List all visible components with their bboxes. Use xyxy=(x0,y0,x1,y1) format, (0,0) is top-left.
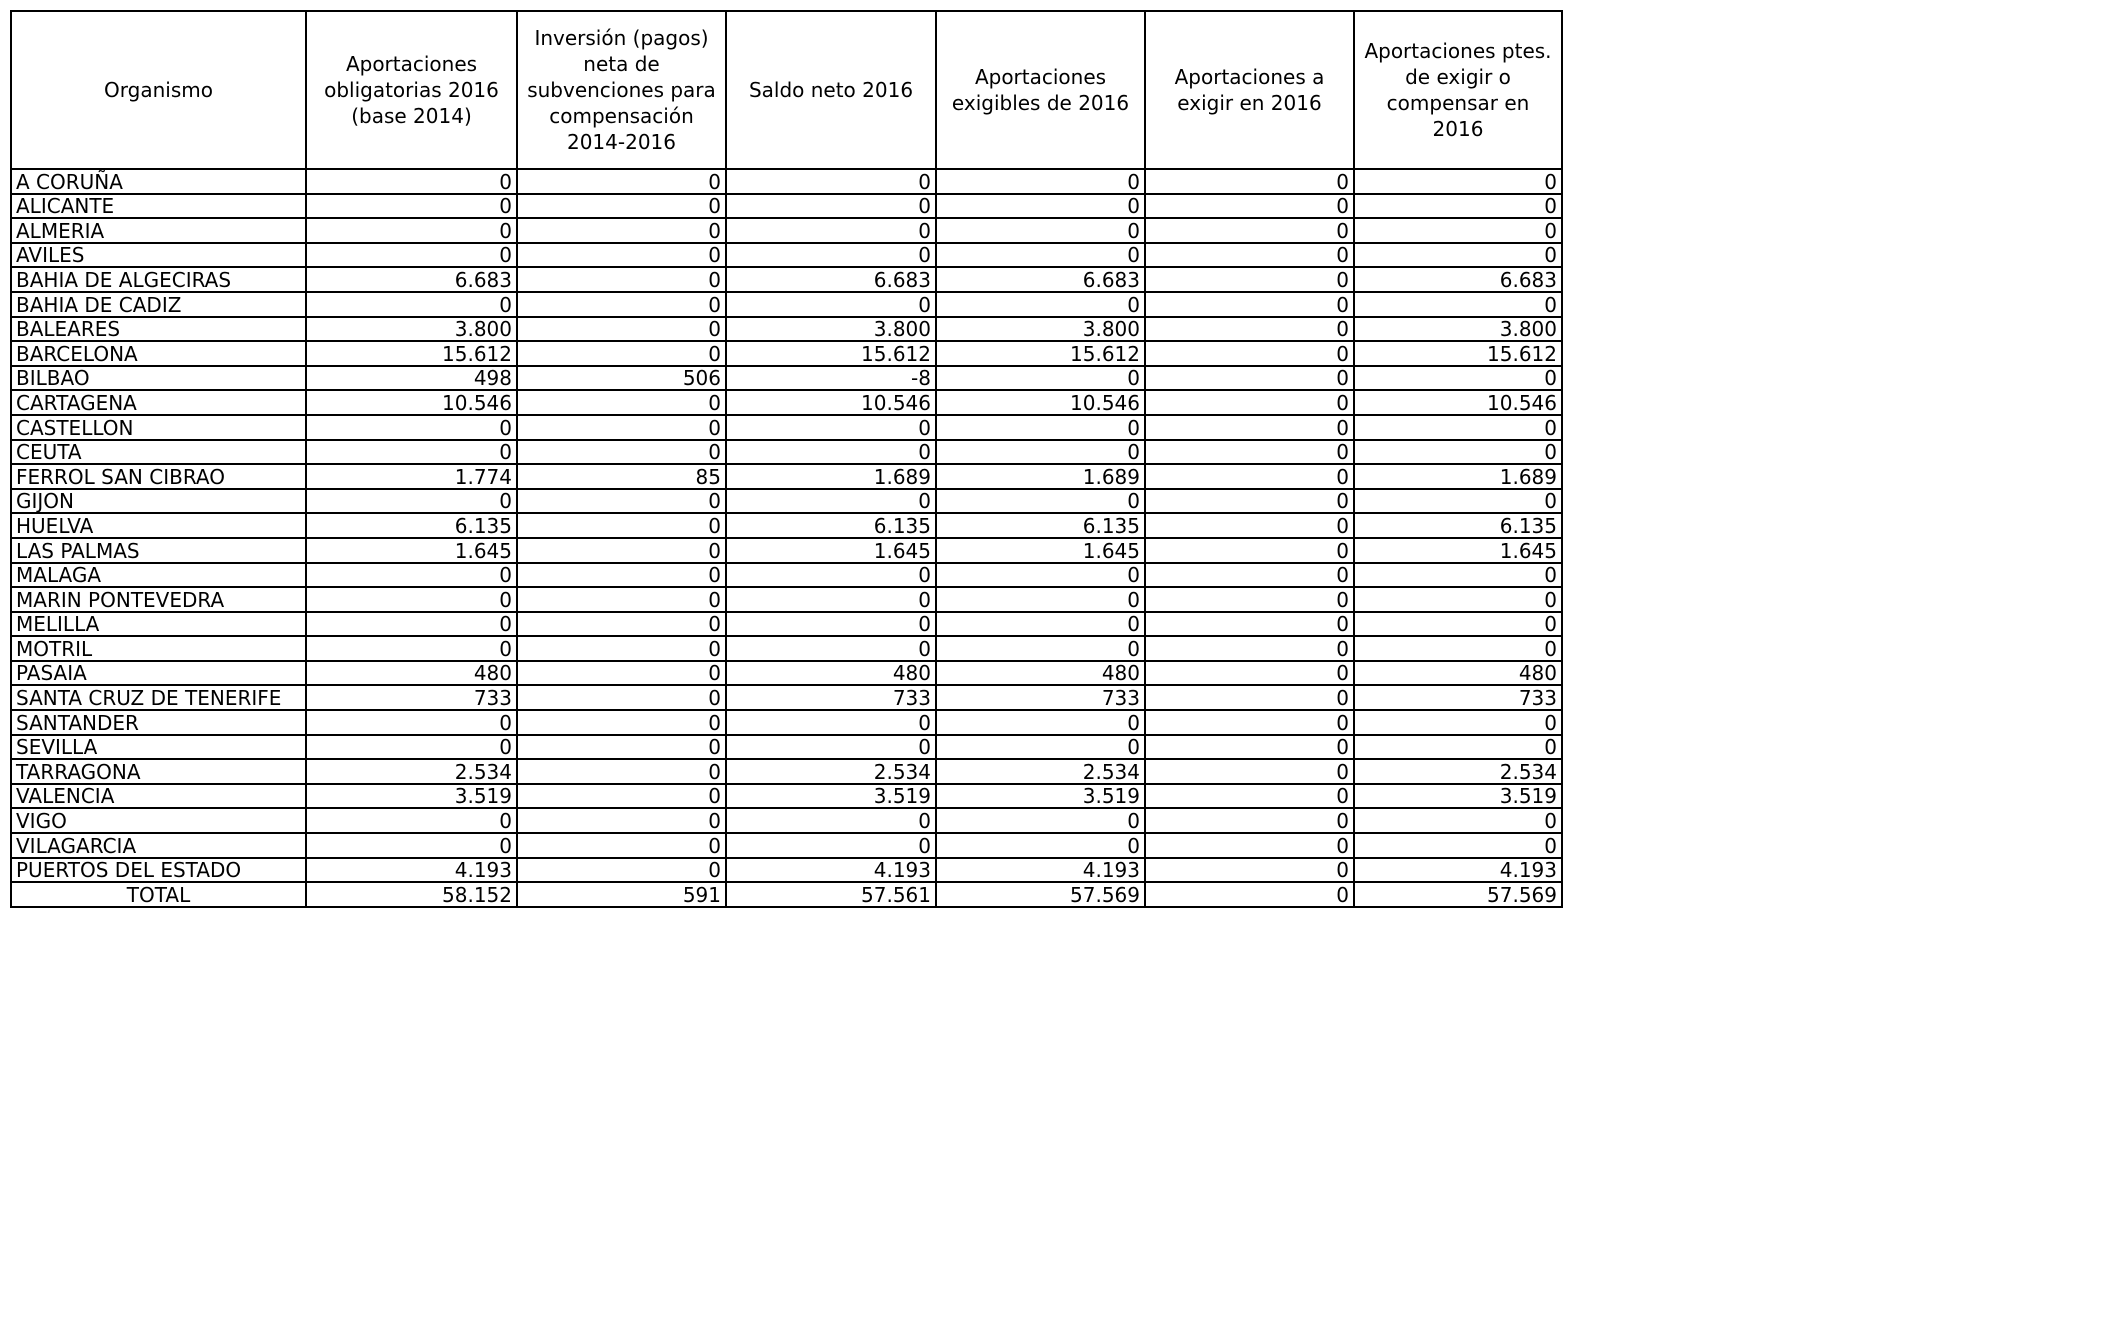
value-cell: 0 xyxy=(936,440,1145,465)
value-cell: 1.645 xyxy=(1354,538,1562,563)
organismo-cell: CEUTA xyxy=(11,440,306,465)
value-cell: 4.193 xyxy=(1354,858,1562,883)
value-cell: 0 xyxy=(1354,415,1562,440)
value-cell: 0 xyxy=(517,243,726,268)
value-cell: 0 xyxy=(306,612,517,637)
table-row xyxy=(11,735,1562,760)
table-row xyxy=(11,169,1562,194)
table-row xyxy=(11,415,1562,440)
organismo-cell: VILAGARCIA xyxy=(11,833,306,858)
value-cell: 6.683 xyxy=(1354,267,1562,292)
value-cell: 0 xyxy=(517,661,726,686)
table-row xyxy=(11,317,1562,342)
value-cell: 0 xyxy=(517,218,726,243)
value-cell: 0 xyxy=(306,710,517,735)
table-row xyxy=(11,587,1562,612)
value-cell: 0 xyxy=(517,267,726,292)
value-cell: 0 xyxy=(1145,612,1354,637)
value-cell: 480 xyxy=(936,661,1145,686)
header-aportaciones-pendientes: Aportaciones ptes. de exigir o compensar en 2016 xyxy=(1354,11,1562,169)
organismo-cell: GIJON xyxy=(11,489,306,514)
organismo-cell: MOTRIL xyxy=(11,636,306,661)
value-cell: 58.152 xyxy=(306,882,517,907)
value-cell: 0 xyxy=(726,612,936,637)
table-row xyxy=(11,636,1562,661)
table-row xyxy=(11,489,1562,514)
value-cell: 0 xyxy=(306,489,517,514)
value-cell: 733 xyxy=(1354,685,1562,710)
value-cell: 0 xyxy=(936,218,1145,243)
header-inversion-neta: Inversión (pagos) neta de subvenciones para compensación 2014-2016 xyxy=(517,11,726,169)
value-cell: 10.546 xyxy=(1354,390,1562,415)
document-page xyxy=(10,10,1563,908)
value-cell: 0 xyxy=(1145,513,1354,538)
value-cell: 0 xyxy=(936,808,1145,833)
organismo-cell: BAHIA DE ALGECIRAS xyxy=(11,267,306,292)
organismo-cell: HUELVA xyxy=(11,513,306,538)
table-row xyxy=(11,243,1562,268)
value-cell: 0 xyxy=(936,563,1145,588)
value-cell: 0 xyxy=(517,538,726,563)
organismo-cell: TARRAGONA xyxy=(11,759,306,784)
value-cell: 0 xyxy=(726,243,936,268)
value-cell: 0 xyxy=(726,489,936,514)
value-cell: 57.561 xyxy=(726,882,936,907)
table-row xyxy=(11,612,1562,637)
organismo-cell: BARCELONA xyxy=(11,341,306,366)
value-cell: 2.534 xyxy=(306,759,517,784)
value-cell: 4.193 xyxy=(936,858,1145,883)
value-cell: 0 xyxy=(1145,685,1354,710)
table-row xyxy=(11,808,1562,833)
value-cell: 3.519 xyxy=(726,784,936,809)
value-cell: 0 xyxy=(936,292,1145,317)
header-row xyxy=(11,11,1562,169)
value-cell: 1.689 xyxy=(936,464,1145,489)
value-cell: 733 xyxy=(936,685,1145,710)
value-cell: 506 xyxy=(517,366,726,391)
value-cell: 0 xyxy=(1354,808,1562,833)
organismo-cell: ALMERIA xyxy=(11,218,306,243)
header-aportaciones-exigibles: Aportaciones exigibles de 2016 xyxy=(936,11,1145,169)
header-saldo-neto: Saldo neto 2016 xyxy=(726,11,936,169)
value-cell: 0 xyxy=(517,513,726,538)
value-cell: 2.534 xyxy=(936,759,1145,784)
value-cell: 0 xyxy=(517,489,726,514)
value-cell: 57.569 xyxy=(936,882,1145,907)
value-cell: 0 xyxy=(517,563,726,588)
value-cell: 0 xyxy=(1145,808,1354,833)
value-cell: 0 xyxy=(936,243,1145,268)
organismo-cell: BILBAO xyxy=(11,366,306,391)
value-cell: 0 xyxy=(1145,661,1354,686)
value-cell: 0 xyxy=(306,415,517,440)
value-cell: 0 xyxy=(306,194,517,219)
table-row xyxy=(11,685,1562,710)
value-cell: 0 xyxy=(1145,587,1354,612)
value-cell: 4.193 xyxy=(306,858,517,883)
value-cell: 4.193 xyxy=(726,858,936,883)
organismo-cell: SEVILLA xyxy=(11,735,306,760)
value-cell: 0 xyxy=(306,169,517,194)
value-cell: 0 xyxy=(306,440,517,465)
value-cell: 733 xyxy=(306,685,517,710)
table-row xyxy=(11,267,1562,292)
table-row xyxy=(11,710,1562,735)
value-cell: 480 xyxy=(306,661,517,686)
table-row xyxy=(11,366,1562,391)
value-cell: 0 xyxy=(726,218,936,243)
value-cell: 0 xyxy=(517,169,726,194)
value-cell: 0 xyxy=(1354,833,1562,858)
value-cell: 0 xyxy=(1145,366,1354,391)
value-cell: 0 xyxy=(726,194,936,219)
value-cell: 1.645 xyxy=(306,538,517,563)
value-cell: 0 xyxy=(936,415,1145,440)
value-cell: 3.519 xyxy=(306,784,517,809)
value-cell: 0 xyxy=(936,169,1145,194)
value-cell: 0 xyxy=(1145,169,1354,194)
value-cell: 3.519 xyxy=(936,784,1145,809)
organismo-cell: FERROL SAN CIBRAO xyxy=(11,464,306,489)
value-cell: 0 xyxy=(306,636,517,661)
value-cell: 10.546 xyxy=(936,390,1145,415)
header-aportaciones-a-exigir: Aportaciones a exigir en 2016 xyxy=(1145,11,1354,169)
value-cell: 0 xyxy=(1145,784,1354,809)
value-cell: 0 xyxy=(1354,489,1562,514)
value-cell: 1.645 xyxy=(726,538,936,563)
organismo-cell: CARTAGENA xyxy=(11,390,306,415)
value-cell: 0 xyxy=(726,415,936,440)
value-cell: 0 xyxy=(1145,735,1354,760)
total-row xyxy=(11,882,1562,907)
table-row xyxy=(11,513,1562,538)
value-cell: 0 xyxy=(517,317,726,342)
value-cell: 0 xyxy=(306,808,517,833)
value-cell: -8 xyxy=(726,366,936,391)
value-cell: 0 xyxy=(1145,858,1354,883)
value-cell: 1.774 xyxy=(306,464,517,489)
value-cell: 0 xyxy=(517,415,726,440)
value-cell: 0 xyxy=(936,710,1145,735)
value-cell: 0 xyxy=(1145,882,1354,907)
value-cell: 0 xyxy=(936,489,1145,514)
value-cell: 0 xyxy=(1145,243,1354,268)
organismo-cell: MARIN PONTEVEDRA xyxy=(11,587,306,612)
value-cell: 0 xyxy=(1145,267,1354,292)
value-cell: 1.689 xyxy=(1354,464,1562,489)
value-cell: 0 xyxy=(726,710,936,735)
value-cell: 0 xyxy=(726,563,936,588)
organismo-cell: TOTAL xyxy=(11,882,306,907)
value-cell: 2.534 xyxy=(1354,759,1562,784)
table-row xyxy=(11,292,1562,317)
table-body xyxy=(11,169,1562,907)
organismo-cell: SANTANDER xyxy=(11,710,306,735)
value-cell: 1.689 xyxy=(726,464,936,489)
value-cell: 3.800 xyxy=(936,317,1145,342)
organismo-cell: VIGO xyxy=(11,808,306,833)
value-cell: 498 xyxy=(306,366,517,391)
organismo-cell: MALAGA xyxy=(11,563,306,588)
value-cell: 0 xyxy=(726,808,936,833)
value-cell: 0 xyxy=(517,292,726,317)
value-cell: 0 xyxy=(726,292,936,317)
value-cell: 85 xyxy=(517,464,726,489)
value-cell: 6.135 xyxy=(936,513,1145,538)
value-cell: 0 xyxy=(517,685,726,710)
header-organismo: Organismo xyxy=(11,11,306,169)
value-cell: 3.800 xyxy=(306,317,517,342)
table-row xyxy=(11,759,1562,784)
table-row xyxy=(11,784,1562,809)
table-row xyxy=(11,218,1562,243)
value-cell: 0 xyxy=(1354,366,1562,391)
value-cell: 480 xyxy=(1354,661,1562,686)
value-cell: 0 xyxy=(517,784,726,809)
value-cell: 0 xyxy=(1354,587,1562,612)
value-cell: 0 xyxy=(1354,563,1562,588)
value-cell: 0 xyxy=(726,833,936,858)
value-cell: 0 xyxy=(517,612,726,637)
value-cell: 0 xyxy=(1354,169,1562,194)
value-cell: 3.519 xyxy=(1354,784,1562,809)
value-cell: 0 xyxy=(1145,341,1354,366)
value-cell: 0 xyxy=(517,735,726,760)
value-cell: 0 xyxy=(936,587,1145,612)
value-cell: 0 xyxy=(1145,317,1354,342)
value-cell: 0 xyxy=(1145,710,1354,735)
value-cell: 0 xyxy=(517,808,726,833)
value-cell: 6.683 xyxy=(306,267,517,292)
value-cell: 0 xyxy=(1354,243,1562,268)
value-cell: 6.135 xyxy=(1354,513,1562,538)
value-cell: 0 xyxy=(1354,612,1562,637)
value-cell: 10.546 xyxy=(726,390,936,415)
value-cell: 0 xyxy=(1354,735,1562,760)
organismo-cell: CASTELLON xyxy=(11,415,306,440)
value-cell: 0 xyxy=(1145,415,1354,440)
organismo-cell: MELILLA xyxy=(11,612,306,637)
value-cell: 0 xyxy=(936,194,1145,219)
table-row xyxy=(11,194,1562,219)
value-cell: 1.645 xyxy=(936,538,1145,563)
table-row xyxy=(11,538,1562,563)
value-cell: 57.569 xyxy=(1354,882,1562,907)
value-cell: 480 xyxy=(726,661,936,686)
value-cell: 0 xyxy=(1354,636,1562,661)
value-cell: 0 xyxy=(517,390,726,415)
value-cell: 0 xyxy=(726,735,936,760)
value-cell: 0 xyxy=(726,169,936,194)
header-aportaciones-obligatorias: Aportaciones obligatorias 2016 (base 2014) xyxy=(306,11,517,169)
value-cell: 6.683 xyxy=(726,267,936,292)
value-cell: 15.612 xyxy=(1354,341,1562,366)
value-cell: 0 xyxy=(1145,538,1354,563)
value-cell: 0 xyxy=(1354,440,1562,465)
value-cell: 0 xyxy=(306,833,517,858)
value-cell: 0 xyxy=(1354,194,1562,219)
value-cell: 0 xyxy=(1145,194,1354,219)
value-cell: 733 xyxy=(726,685,936,710)
value-cell: 0 xyxy=(936,735,1145,760)
value-cell: 0 xyxy=(1145,563,1354,588)
value-cell: 0 xyxy=(517,587,726,612)
value-cell: 2.534 xyxy=(726,759,936,784)
value-cell: 0 xyxy=(517,440,726,465)
value-cell: 0 xyxy=(1354,710,1562,735)
value-cell: 0 xyxy=(1145,833,1354,858)
value-cell: 0 xyxy=(936,833,1145,858)
value-cell: 0 xyxy=(517,636,726,661)
organismo-cell: BAHIA DE CADIZ xyxy=(11,292,306,317)
value-cell: 6.135 xyxy=(306,513,517,538)
contributions-table xyxy=(10,10,1563,908)
value-cell: 0 xyxy=(1145,218,1354,243)
organismo-cell: A CORUÑA xyxy=(11,169,306,194)
table-row xyxy=(11,661,1562,686)
value-cell: 0 xyxy=(1145,464,1354,489)
value-cell: 0 xyxy=(306,563,517,588)
value-cell: 0 xyxy=(726,587,936,612)
value-cell: 0 xyxy=(517,341,726,366)
organismo-cell: LAS PALMAS xyxy=(11,538,306,563)
value-cell: 0 xyxy=(306,243,517,268)
value-cell: 3.800 xyxy=(1354,317,1562,342)
value-cell: 0 xyxy=(1354,292,1562,317)
value-cell: 0 xyxy=(1145,489,1354,514)
value-cell: 15.612 xyxy=(936,341,1145,366)
value-cell: 0 xyxy=(306,587,517,612)
organismo-cell: VALENCIA xyxy=(11,784,306,809)
value-cell: 0 xyxy=(1145,636,1354,661)
value-cell: 0 xyxy=(306,292,517,317)
organismo-cell: SANTA CRUZ DE TENERIFE xyxy=(11,685,306,710)
value-cell: 0 xyxy=(936,366,1145,391)
table-row xyxy=(11,440,1562,465)
value-cell: 3.800 xyxy=(726,317,936,342)
value-cell: 591 xyxy=(517,882,726,907)
value-cell: 10.546 xyxy=(306,390,517,415)
value-cell: 0 xyxy=(517,710,726,735)
value-cell: 0 xyxy=(1145,759,1354,784)
value-cell: 0 xyxy=(1145,390,1354,415)
value-cell: 0 xyxy=(306,218,517,243)
table-row xyxy=(11,341,1562,366)
organismo-cell: AVILES xyxy=(11,243,306,268)
value-cell: 0 xyxy=(517,833,726,858)
value-cell: 15.612 xyxy=(306,341,517,366)
value-cell: 0 xyxy=(1145,292,1354,317)
value-cell: 6.683 xyxy=(936,267,1145,292)
table-row xyxy=(11,563,1562,588)
table-row xyxy=(11,858,1562,883)
value-cell: 0 xyxy=(726,636,936,661)
value-cell: 0 xyxy=(1145,440,1354,465)
organismo-cell: ALICANTE xyxy=(11,194,306,219)
value-cell: 6.135 xyxy=(726,513,936,538)
value-cell: 0 xyxy=(517,858,726,883)
table-row xyxy=(11,390,1562,415)
value-cell: 0 xyxy=(1354,218,1562,243)
value-cell: 0 xyxy=(517,759,726,784)
value-cell: 0 xyxy=(517,194,726,219)
value-cell: 0 xyxy=(726,440,936,465)
value-cell: 0 xyxy=(936,636,1145,661)
value-cell: 15.612 xyxy=(726,341,936,366)
table-row xyxy=(11,464,1562,489)
organismo-cell: BALEARES xyxy=(11,317,306,342)
value-cell: 0 xyxy=(936,612,1145,637)
table-row xyxy=(11,833,1562,858)
organismo-cell: PASAIA xyxy=(11,661,306,686)
value-cell: 0 xyxy=(306,735,517,760)
organismo-cell: PUERTOS DEL ESTADO xyxy=(11,858,306,883)
